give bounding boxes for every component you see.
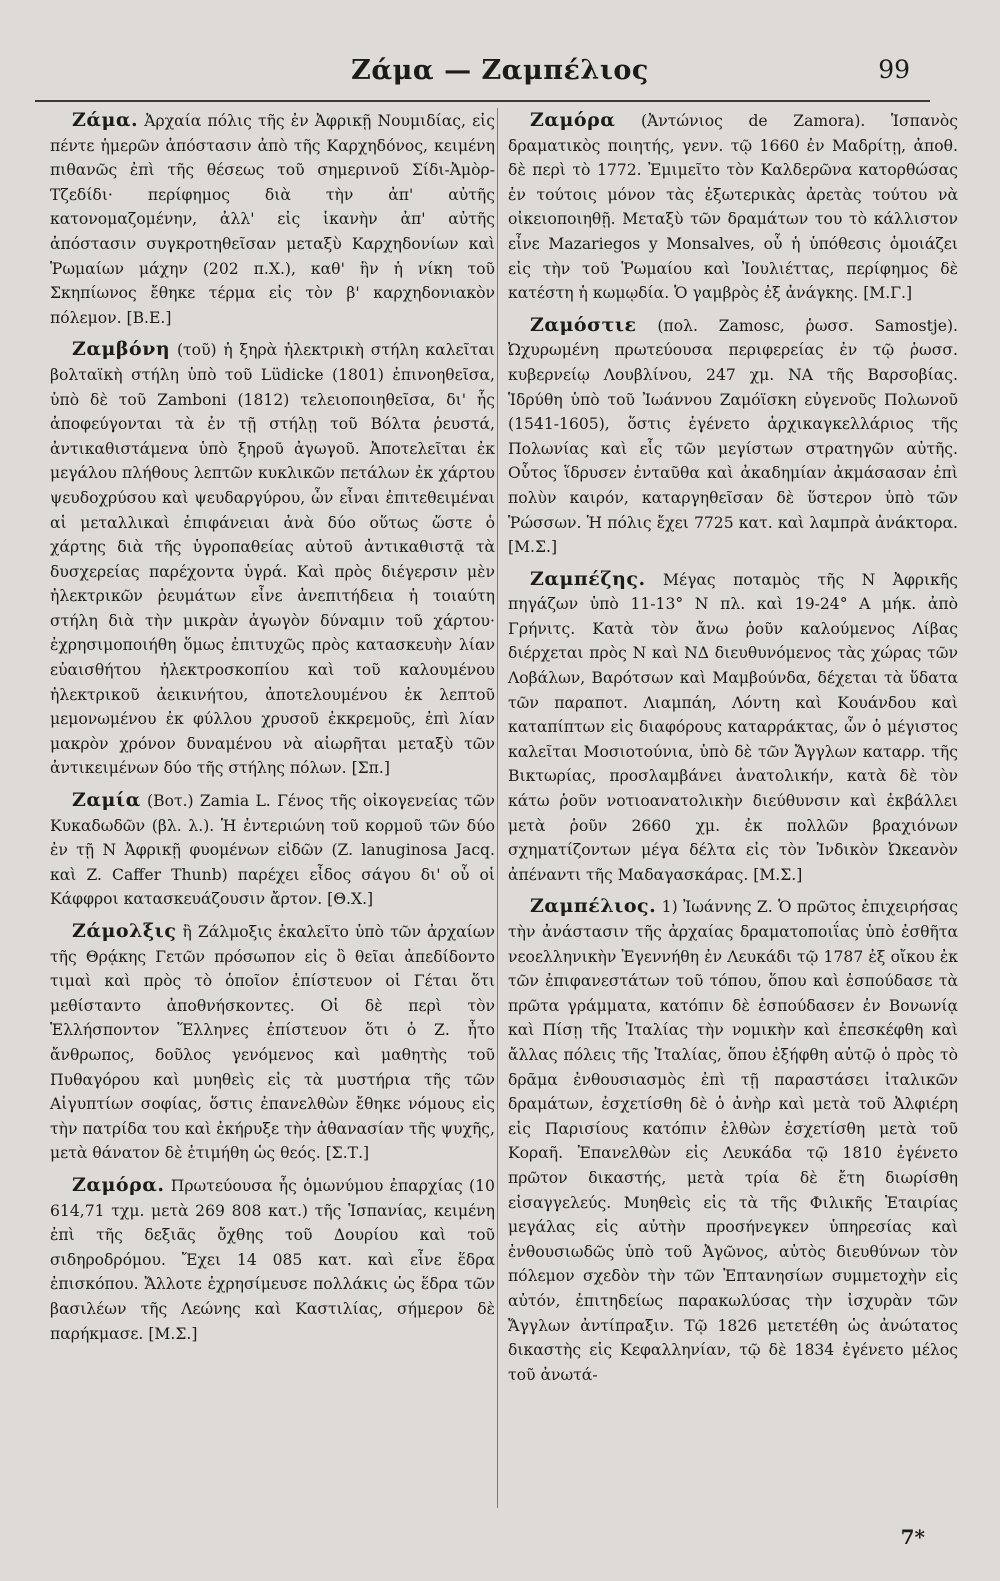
column-divider [497, 108, 498, 1508]
entry-zamboni [50, 337, 495, 781]
entry-text: 1) Ἰωάννης Ζ. Ὁ πρῶτος ἐπιχειρήσας τὴν ἀνάστασιν τῆς ἀρχαίας δραματοποιΐας ὑπὸ ἐσθῆτα νεοελληνικὴν Ἑγεννήθη ἐν Λευκάδι τῷ 1787 ἐξ οἴκου ἐκ τῶν ἐπιφανεστάτων τοῦ τόπου, ὅπου καὶ ἐσπούδασε τὰ πρῶτα γράμματα, κατόπιν δὲ ἐσπούδασεν ἐν Βονωνίᾳ καὶ Πίσῃ τῆς Ἰταλίας τὴν νομικὴν καὶ ἐπεσκέφθη καὶ ἄλλας πόλεις τῆς Ἰταλίας, ὅπου ἐξήφθη αὐτῷ ὁ πρὸς τὸ δρᾶμα ἐνθουσιασμὸς ἐπὶ τῇ παραστάσει ἰταλικῶν δραμάτων, ἐσχετίσθη δὲ ὁ ἀνὴρ καὶ μετὰ τοῦ Ἀλφιέρη εἰς Παρισίους κατόπιν ἐλθὼν ἐσχετίσθη μετὰ τοῦ Κοραῆ. Ἐπανελθὼν εἰς Λευκάδα τῷ 1810 ἐγένετο πρῶτον δικαστής, μετὰ τρία δὲ ἔτη διωρίσθη εἰσαγγελεύς. Μυηθεὶς εἰς τὰ τῆς Φιλικῆς Ἑταιρίας μεγάλας εἰς αὐτὴν προσήνεγκεν ὑπηρεσίας καὶ ἐνθουσιωδῶς ὑπὸ τοῦ Ἀγῶνος, αὐτὸς διευθύνων τὸν πόλεμον σχεδὸν τὴν τῶν Ἑπτανησίων συμμετοχὴν εἰς αὐτόν, ἐπιτηδείως παρακωλύσας τὴν ἰσχυρὰν τῶν Ἄγγλων ἀντίπραξιν. Τῷ 1826 μετετέθη ὡς ἀνώτατος δικαστὴς εἰς Κεφαλληνίαν, τῷ δὲ 1834 ἐγένετο μέλος τοῦ ἀνωτά- [508, 898, 958, 1384]
entry-zamolxis [50, 919, 495, 1166]
entry-text: (πολ. Zamosc, ῥωσσ. Samostje). Ὠχυρωμένη πρωτεύουσα περιφερείας ἐν τῷ ῥωσσ. κυβερνείῳ Λουβλίνου, 247 χμ. ΝΑ τῆς Βαρσοβίας. Ἱδρύθη ὑπὸ τοῦ Ἰωάννου Ζαμόϊσκη εὐγενοῦς Πολωνοῦ (1541-1605), ὅστις ἐγένετο ἀρχικαγκελλάριος τῆς Πολωνίας καὶ εἷς τῶν μεγίστων στρατηγῶν αὐτῆς. Οὗτος ἵδρυσεν ἐνταῦθα καὶ ἀκαδημίαν ἀκμάσασαν ἐπὶ πολὺν καιρόν, καταργηθεῖσαν δὲ ὕστερον ὑπὸ τῶν Ῥώσσων. Ἡ πόλις ἔχει 7725 κατ. καὶ λαμπρὰ ἀνάκτορα. [Μ.Σ.] [508, 316, 958, 557]
entry-zamora-city [50, 1173, 495, 1346]
entry-zamora-poet [508, 108, 958, 306]
headword: Ζαμόρα [530, 109, 616, 131]
entry-text: (Βοτ.) Zamia L. Γένος τῆς οἰκογενείας τῶν Κυκαδωδῶν (βλ. λ.). Ἡ ἐντεριώνη τοῦ κορμοῦ τῶν δύο ἐν τῇ Ν Ἀφρικῇ φυομένων εἰδῶν (Z. lanuginosa Jacq. καὶ Z. Caffer Thunb) παρέχει εἶδος σάγου δι' οὗ οἱ Κάφφροι κατασκευάζουσιν ἄρτον. [Θ.Χ.] [50, 792, 495, 909]
entry-zamostie [508, 313, 958, 560]
page-title: Ζάμα — Ζαμπέλιος [351, 55, 649, 86]
signature-mark: 7* [900, 1525, 925, 1549]
entry-text: Μέγας ποταμὸς τῆς Ν Ἀφρικῆς πηγάζων ὑπὸ 11-13° Ν πλ. καὶ 19-24° Α μήκ. ἀπὸ Γρήνιτς. Κατὰ τὸν ἄνω ῥοῦν καλούμενος Λίβας διέρχεται πρὸς Ν καὶ ΝΔ διευθυνόμενος τὰς χώρας τῶν Λοβάλων, Βαρότσων καὶ Μαμβούνδα, δέχεται τὰ ὕδατα τῶν παραποτ. Λιαμπάη, Λόντη καὶ Κουάνδου καὶ καταπίπτων εἰς διαφόρους καταρράκτας, ὧν ὁ μέγιστος καλεῖται Μοσιοτούνια, ὑπὸ δὲ τῶν Ἄγγλων καταρρ. τῆς Βικτωρίας, προσλαμβάνει ἀνατολικήν, κατὰ δὲ τὸν κάτω ῥοῦν νοτιοανατολικὴν διεύθυνσιν καὶ ἐκβάλλει μετὰ ῥοῦν 2660 χμ. ἐκ πολλῶν βραχιόνων σχηματίζοντων μέγα δέλτα εἰς τὸν Ἰνδικὸν Ὠκεανὸν ἀπέναντι τῆς Μαδαγασκάρας. [Μ.Σ.] [508, 570, 958, 884]
entry-text: Πρωτεύουσα ἧς ὁμωνύμου ἐπαρχίας (10 614,71 τχμ. μετὰ 269 808 κατ.) τῆς Ἱσπανίας, κειμένη ἐπὶ τῆς δεξιᾶς ὄχθης τοῦ Δουρίου καὶ τοῦ σιδηροδρόμου. Ἔχει 14 085 κατ. καὶ εἶνε ἕδρα ἐπισκόπου. Ἄλλοτε ἐχρησίμευσε πολλάκις ὡς ἕδρα τῶν βασιλέων τῆς Λεώνης καὶ Καστιλίας, σήμερον δὲ παρήκμασε. [Μ.Σ.] [50, 1176, 495, 1343]
headword: Ζαμπέλιος. [530, 895, 657, 918]
header-rule [35, 100, 930, 102]
running-head [0, 55, 1000, 95]
headword: Ζαμόρα. [72, 1173, 165, 1196]
entry-zama [50, 108, 495, 330]
page-number: 99 [878, 55, 910, 84]
left-column [50, 108, 495, 1353]
entry-text: Ἀρχαία πόλις τῆς ἐν Ἀφρικῇ Νουμιδίας, εἰς πέντε ἡμερῶν ἀπόστασιν ἀπὸ τῆς Καρχηδόνος, κειμένη πιθανῶς ἐπὶ τῆς θέσεως τοῦ σημερινοῦ Σίδι-Ἀμὸρ-Τζεδίδι· περίφημος διὰ τὴν ἀπ' αὐτῆς κατονομαζομένην, ἀλλ' εἰς ἱκανὴν ἀπ' αὐτῆς ἀπόστασιν συγκροτηθεῖσαν μεταξὺ Καρχηδονίων καὶ Ῥωμαίων μάχην (202 π.Χ.), καθ' ἣν ἡ νίκη τοῦ Σκηπίωνος ἔθηκε τέρμα εἰς τὸν β' καρχηδονιακὸν πόλεμον. [Β.Ε.] [50, 112, 495, 327]
right-column [508, 108, 958, 1394]
headword: Ζαμόστιε [530, 313, 637, 336]
entry-zamia [50, 788, 495, 912]
entry-text: (Ἀντώνιος de Zamora). Ἱσπανὸς δραματικὸς ποιητής, γενν. τῷ 1660 ἐν Μαδρίτῃ, ἀποθ. δὲ περὶ τὸ 1772. Ἐμιμεῖτο τὸν Καλδερῶνα κατορθώσας ἐν τούτοις μόνον τὰς ἐξωτερικὰς ἀρετὰς τούτου νὰ οἰκειοποιηθῇ. Μεταξὺ τῶν δραμάτων του τὸ κάλλιστον εἶνε Mazariegos y Monsalves, οὗ ἡ ὑπόθεσις ὁμοιάζει εἰς τὴν τοῦ Ῥωμαίου καὶ Ἰουλιέττας, περίφημος δὲ κατέστη ἡ κωμῳδία. Ὁ γαμβρὸς ἐξ ἀνάγκης. [Μ.Γ.] [508, 112, 958, 303]
entry-text: (τοῦ) ἡ ξηρὰ ἠλεκτρικὴ στήλη καλεῖται βολταϊκὴ στήλη ὑπὸ τοῦ Lüdicke (1801) ἐπινοηθεῖσα, ὑπὸ δὲ τοῦ Zamboni (1812) τελειοποιηθεῖσα, δι' ἧς ἀποφεύγονται τὰ ἐν τῇ στήλῃ τοῦ Βόλτα ῥευστά, ἀντικαθιστάμενα ὑπὸ ξηροῦ ἀγωγοῦ. Ἀποτελεῖται ἐκ μεγάλου πλήθους λεπτῶν κυκλικῶν πετάλων ἐκ χάρτου ψευδοχρύσου καὶ ψευδαργύρου, ὧν εἶναι ἐπιτεθειμέναι αἱ μεταλλικαὶ ἐπιφάνειαι ἀνὰ δύο οὕτως ὥστε ὁ χάρτης διὰ τῆς ὑγροπαθείας αὐτοῦ ἀντικαθιστᾷ τὰ δυσχερείας παρέχοντα ὑγρά. Καὶ πρὸς διέγερσιν μὲν ἠλεκτρικῶν ῥευμάτων εἶνε ἀνεπιτήδεια ἡ τοιαύτη στήλη διὰ τὴν μικρὰν ἀγωγὸν δύναμιν τοῦ χάρτου· ἐχρησιμοποιήθη ὅμως ἐπιτυχῶς πρὸς κατασκευὴν λίαν εὐαισθήτου ἠλεκτροσκοπίου καὶ τοῦ καλουμένου ἠλεκτρικοῦ ἀεικινήτου, ἀποτελουμένου ἐκ λεπτοῦ μεμονωμένου ἐκ φύλλου χρυσοῦ ἐκκρεμοῦς, ἐπὶ λίαν μακρὸν χρόνον δυναμένου νὰ αἰωρῆται μεταξὺ τῶν ἀντικειμένων δύο τῆς στήλης πόλων. [Σπ.] [50, 341, 495, 778]
headword: Ζάμα. [72, 109, 139, 131]
headword: Ζαμβόνη [72, 338, 171, 361]
entry-zambelios [508, 894, 958, 1387]
headword: Ζαμία [72, 789, 141, 812]
headword: Ζαμπέζης. [530, 567, 646, 590]
headword: Ζάμολξις [72, 920, 177, 942]
entry-text: ἢ Ζάλμοξις ἐκαλεῖτο ὑπὸ τῶν ἀρχαίων τῆς Θρᾴκης Γετῶν πρόσωπον εἰς ὃ θεῖαι ἀπεδίδοντο τιμαὶ καὶ πρὸς τὸ ὁποῖον ἐπίστευον οἱ Γέται ὅτι μεθίσταντο ἀποθνήσκοντες. Οἱ δὲ περὶ τὸν Ἑλλήσποντον Ἕλληνες ἐπίστευον ὅτι ὁ Ζ. ἦτο ἄνθρωπος, δοῦλος γενόμενος καὶ μαθητὴς τοῦ Πυθαγόρου καὶ μυηθεὶς εἰς τὰ μυστήρια τῆς τῶν Αἰγυπτίων σοφίας, ὅστις ἐπανελθὼν ἔθηκε νόμους εἰς τὴν πατρίδα του καὶ ἐκήρυξε τὴν ἀθανασίαν τῆς ψυχῆς, μετὰ θάνατον δὲ ἐτιμήθη ὡς θεός. [Σ.Τ.] [50, 923, 495, 1163]
entry-zambezi [508, 567, 958, 888]
